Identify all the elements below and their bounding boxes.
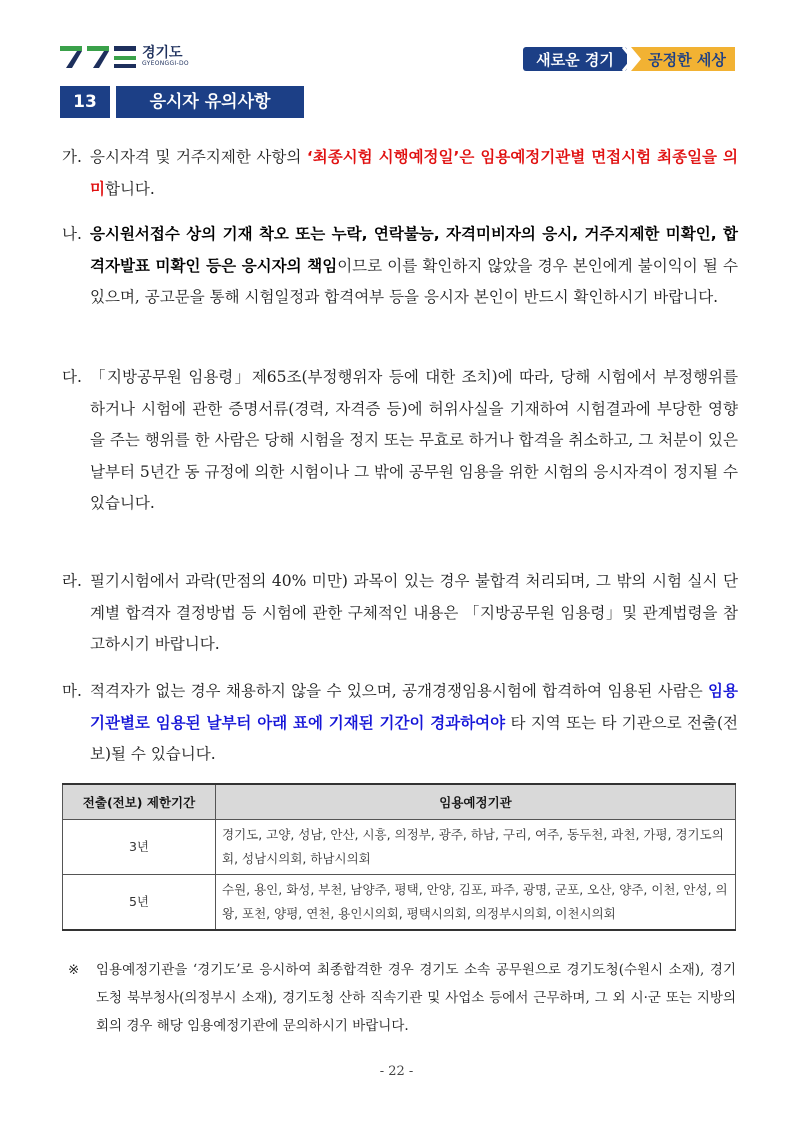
item-highlight-red: ‘최종시험 시행예정일’은 임용예정기관별 면접시험 최종일을 의미: [90, 148, 739, 198]
note-marker: ※: [68, 962, 80, 978]
logo-text: 경기도: [142, 45, 183, 61]
item-ma: [62, 676, 738, 771]
item-text: 합니다.: [104, 179, 155, 198]
table-cell-period: 5년: [63, 875, 216, 931]
table-header-period: 전출(전보) 제한기간: [63, 784, 216, 820]
table-header-agency: 임용예정기관: [216, 784, 736, 820]
item-body: [90, 362, 738, 520]
section-number: 13: [60, 86, 110, 118]
item-marker: 가.: [62, 148, 82, 166]
footnote: [68, 956, 736, 1040]
slogan-left: 새로운 경기: [536, 51, 614, 69]
item-body: [90, 676, 738, 771]
page-number: - 22 -: [379, 1064, 414, 1079]
item-na: [62, 219, 738, 314]
table-row: [63, 820, 736, 875]
table-cell-period: 3년: [63, 820, 216, 875]
item-marker: 마.: [62, 682, 82, 700]
item-text: 「지방공무원 임용령」제65조(부정행위자 등에 대한 조치)에 따라, 당해 시험에서 부정행위를 하거나 시험에 관한 증명서류(경력, 자격증 등)에 허위사실을 기재하여 시험결과에 부당한 영향을 주는 행위를 한 사람은 당해 시험을 정지 또는 무효로 하거나 합격을 취소하고, 그 처분이 있은 날부터 5년간 동 규정에 의한 시험이나 그 밖에 공무원 임용을 위한 시험의 응시자격이 정지될 수 있습니다.: [90, 368, 738, 512]
table-cell-agencies: 수원, 용인, 화성, 부천, 남양주, 평택, 안양, 김포, 파주, 광명, 군포, 오산, 양주, 이천, 안성, 의왕, 포천, 양평, 연천, 용인시의회, 평택시의회, 의정부시의회, 이천시의회: [216, 875, 736, 931]
gyeonggi-logo-icon: [60, 44, 138, 70]
note-text: 임용예정기관을 ‘경기도’로 응시하여 최종합격한 경우 경기도 소속 공무원으로 경기도청(수원시 소재), 경기도청 북부청사(의정부시 소재), 경기도청 산하 직속기관 및 사업소 등에서 근무하며, 그 외 시·군 또는 지방의회의 경우 해당 임용예정기관에 문의하시기 바랍니다.: [96, 962, 736, 1034]
table-row: [63, 875, 736, 931]
item-body: [90, 142, 738, 205]
section-heading: [60, 86, 304, 118]
item-highlight-bold: 응시원서접수 상의 기재 착오 또는 누락, 연락불능, 자격미비자의 응시, 거주지제한 미확인, 합격자발표 미확인 등은 응시자의 책임: [90, 225, 738, 275]
item-text: 응시자격 및 거주지제한 사항의: [90, 148, 307, 166]
transfer-restriction-table: [62, 783, 736, 931]
item-da: [62, 362, 738, 520]
item-marker: 라.: [62, 572, 82, 590]
item-ga: [62, 142, 738, 205]
item-text: 이므로 이를 확인하지 않았을 경우 본인에게 불이익이 될 수 있으며, 공고문을 통해 시험일정과 합격여부 등을 응시자 본인이 반드시 확인하시기 바랍니다.: [90, 256, 738, 306]
item-text: 필기시험에서 과락(만점의 40% 미만) 과목이 있는 경우 불합격 처리되며, 그 밖의 시험 실시 단계별 합격자 결정방법 등 시험에 관한 구체적인 내용은 「지방공무원 임용령」및 관계법령을 참고하시기 바랍니다.: [90, 572, 738, 653]
item-text: 적격자가 없는 경우 채용하지 않을 수 있으며, 공개경쟁임용시험에 합격하여 임용된 사람은: [90, 682, 709, 700]
slogan-right: 공정한 세상: [648, 51, 726, 69]
page-header: [60, 40, 735, 74]
gyeonggi-logo: [60, 42, 200, 72]
table-cell-agencies: 경기도, 고양, 성남, 안산, 시흥, 의정부, 광주, 하남, 구리, 여주, 동두천, 과천, 가평, 경기도의회, 성남시의회, 하남시의회: [216, 820, 736, 875]
item-body: [90, 219, 738, 314]
item-text: 타 지역 또는 타 기관으로 전출(전보)될 수 있습니다.: [90, 713, 738, 763]
item-marker: 나.: [62, 225, 82, 243]
item-marker: 다.: [62, 368, 82, 386]
section-title: 응시자 유의사항: [116, 86, 304, 118]
slogan-banner: [523, 46, 735, 72]
item-highlight-blue: 임용기관별로 임용된 날부터 아래 표에 기재된 기간이 경과하여야: [90, 682, 738, 732]
logo-subtext: GYEONGGI-DO: [142, 60, 189, 67]
item-ra: [62, 566, 738, 661]
table-header-row: [63, 784, 736, 820]
item-body: [90, 566, 738, 661]
